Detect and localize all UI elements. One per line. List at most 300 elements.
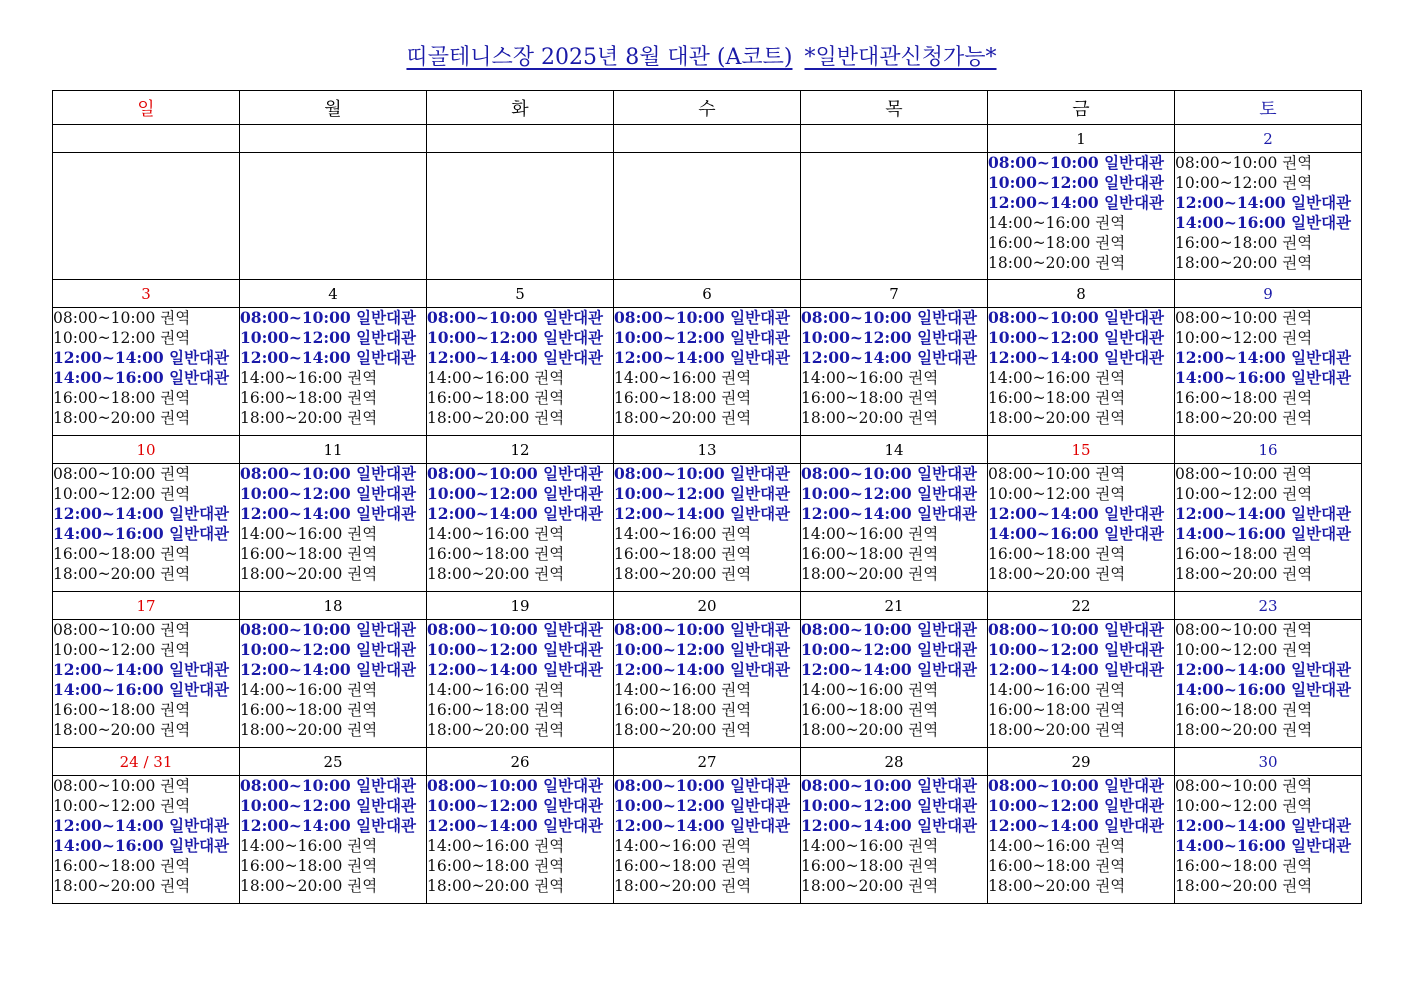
slot-time: 08:00~10:00 bbox=[614, 776, 725, 795]
priority-slot bbox=[240, 388, 426, 408]
slot-time: 16:00~18:00 bbox=[1175, 857, 1278, 875]
day-schedule-cell bbox=[988, 776, 1175, 904]
priority-slot bbox=[427, 368, 613, 388]
general-booking-slot bbox=[240, 484, 426, 504]
slot-label: 일반대관 bbox=[1104, 524, 1165, 543]
slot-time: 16:00~18:00 bbox=[614, 701, 717, 719]
slot-time: 10:00~12:00 bbox=[988, 173, 1099, 192]
date-number: 30 bbox=[1175, 748, 1362, 776]
slot-label: 권역 bbox=[160, 621, 191, 639]
slot-time: 08:00~10:00 bbox=[988, 153, 1099, 172]
slot-label: 일반대관 bbox=[1104, 504, 1165, 523]
slot-label: 일반대관 bbox=[543, 660, 604, 679]
slot-time: 18:00~20:00 bbox=[801, 721, 904, 739]
slot-time: 16:00~18:00 bbox=[801, 701, 904, 719]
slot-time: 12:00~14:00 bbox=[988, 660, 1099, 679]
weekday-wednesday: 수 bbox=[614, 91, 801, 125]
slot-time: 14:00~16:00 bbox=[240, 369, 343, 387]
slot-time: 16:00~18:00 bbox=[427, 389, 530, 407]
slot-label: 일반대관 bbox=[543, 308, 604, 327]
priority-slot bbox=[53, 700, 239, 720]
priority-slot bbox=[801, 388, 987, 408]
slot-time: 18:00~20:00 bbox=[1175, 721, 1278, 739]
slot-time: 10:00~12:00 bbox=[988, 328, 1099, 347]
general-booking-slot bbox=[988, 816, 1174, 836]
date-number bbox=[614, 125, 801, 153]
slot-label: 권역 bbox=[1095, 409, 1126, 427]
slot-time: 16:00~18:00 bbox=[1175, 701, 1278, 719]
slot-label: 권역 bbox=[534, 389, 565, 407]
general-booking-slot bbox=[988, 308, 1174, 328]
priority-slot bbox=[53, 620, 239, 640]
slot-label: 권역 bbox=[160, 565, 191, 583]
slot-time: 10:00~12:00 bbox=[1175, 174, 1278, 192]
slot-time: 14:00~16:00 bbox=[988, 214, 1091, 232]
priority-slot bbox=[1175, 484, 1361, 504]
slot-time: 16:00~18:00 bbox=[53, 545, 156, 563]
general-booking-slot bbox=[240, 640, 426, 660]
slot-label: 권역 bbox=[534, 857, 565, 875]
priority-slot bbox=[988, 700, 1174, 720]
slot-time: 18:00~20:00 bbox=[801, 877, 904, 895]
slot-time: 12:00~14:00 bbox=[240, 660, 351, 679]
priority-slot bbox=[240, 680, 426, 700]
slot-time: 16:00~18:00 bbox=[427, 545, 530, 563]
slot-label: 권역 bbox=[1282, 777, 1313, 795]
slot-label: 일반대관 bbox=[543, 776, 604, 795]
slot-label: 일반대관 bbox=[169, 660, 230, 679]
slot-label: 일반대관 bbox=[1104, 640, 1165, 659]
date-number: 6 bbox=[614, 280, 801, 308]
priority-slot bbox=[988, 233, 1174, 253]
slot-time: 08:00~10:00 bbox=[1175, 154, 1278, 172]
general-booking-note: *일반대관신청가능* bbox=[804, 45, 997, 70]
general-booking-slot bbox=[53, 524, 239, 544]
slot-label: 일반대관 bbox=[169, 504, 230, 523]
day-schedule-cell bbox=[1175, 620, 1362, 748]
slot-label: 일반대관 bbox=[543, 464, 604, 483]
priority-slot bbox=[614, 544, 800, 564]
slot-label: 일반대관 bbox=[169, 348, 230, 367]
slot-label: 일반대관 bbox=[917, 796, 978, 815]
slot-time: 16:00~18:00 bbox=[614, 389, 717, 407]
general-booking-slot bbox=[53, 368, 239, 388]
slot-time: 08:00~10:00 bbox=[1175, 777, 1278, 795]
slot-time: 10:00~12:00 bbox=[1175, 641, 1278, 659]
day-schedule-cell bbox=[988, 153, 1175, 280]
slot-label: 권역 bbox=[1282, 154, 1313, 172]
slot-time: 18:00~20:00 bbox=[614, 721, 717, 739]
slot-time: 18:00~20:00 bbox=[1175, 254, 1278, 272]
slot-time: 08:00~10:00 bbox=[988, 620, 1099, 639]
slot-label: 권역 bbox=[534, 877, 565, 895]
day-schedule-cell bbox=[427, 308, 614, 436]
general-booking-slot bbox=[614, 640, 800, 660]
slot-time: 14:00~16:00 bbox=[988, 837, 1091, 855]
slot-time: 08:00~10:00 bbox=[240, 464, 351, 483]
slot-time: 18:00~20:00 bbox=[427, 565, 530, 583]
priority-slot bbox=[1175, 233, 1361, 253]
slot-label: 일반대관 bbox=[1291, 660, 1352, 679]
slot-label: 권역 bbox=[534, 701, 565, 719]
slot-time: 12:00~14:00 bbox=[427, 348, 538, 367]
slot-label: 일반대관 bbox=[1104, 620, 1165, 639]
general-booking-slot bbox=[240, 328, 426, 348]
slot-label: 일반대관 bbox=[356, 816, 417, 835]
slot-time: 12:00~14:00 bbox=[53, 816, 164, 835]
priority-slot bbox=[427, 544, 613, 564]
priority-slot bbox=[988, 564, 1174, 584]
general-booking-slot bbox=[614, 620, 800, 640]
slot-label: 권역 bbox=[160, 857, 191, 875]
date-row bbox=[53, 436, 1362, 464]
slot-time: 14:00~16:00 bbox=[614, 525, 717, 543]
priority-slot bbox=[240, 876, 426, 896]
slot-label: 일반대관 bbox=[356, 640, 417, 659]
date-number: 18 bbox=[240, 592, 427, 620]
date-number: 24 / 31 bbox=[53, 748, 240, 776]
slot-label: 일반대관 bbox=[356, 660, 417, 679]
slot-time: 12:00~14:00 bbox=[988, 193, 1099, 212]
slot-label: 권역 bbox=[721, 525, 752, 543]
slot-label: 권역 bbox=[160, 389, 191, 407]
general-booking-slot bbox=[1175, 680, 1361, 700]
priority-slot bbox=[1175, 408, 1361, 428]
slot-time: 08:00~10:00 bbox=[988, 308, 1099, 327]
priority-slot bbox=[427, 564, 613, 584]
slot-time: 10:00~12:00 bbox=[240, 484, 351, 503]
slot-label: 일반대관 bbox=[1104, 173, 1165, 192]
slot-label: 권역 bbox=[1095, 545, 1126, 563]
day-schedule-cell bbox=[801, 308, 988, 436]
slot-label: 일반대관 bbox=[917, 660, 978, 679]
general-booking-slot bbox=[427, 464, 613, 484]
priority-slot bbox=[1175, 796, 1361, 816]
priority-slot bbox=[614, 524, 800, 544]
slot-label: 권역 bbox=[1095, 837, 1126, 855]
slot-time: 08:00~10:00 bbox=[427, 620, 538, 639]
slot-time: 14:00~16:00 bbox=[801, 525, 904, 543]
slot-label: 일반대관 bbox=[356, 620, 417, 639]
slot-label: 권역 bbox=[1095, 254, 1126, 272]
date-number: 9 bbox=[1175, 280, 1362, 308]
slot-time: 10:00~12:00 bbox=[1175, 485, 1278, 503]
slot-label: 권역 bbox=[721, 409, 752, 427]
slot-label: 권역 bbox=[160, 329, 191, 347]
priority-slot bbox=[427, 720, 613, 740]
general-booking-slot bbox=[801, 640, 987, 660]
priority-slot bbox=[53, 308, 239, 328]
date-number: 15 bbox=[988, 436, 1175, 464]
slot-time: 10:00~12:00 bbox=[53, 329, 156, 347]
priority-slot bbox=[1175, 876, 1361, 896]
slot-time: 18:00~20:00 bbox=[988, 877, 1091, 895]
slot-label: 일반대관 bbox=[543, 796, 604, 815]
slot-label: 권역 bbox=[534, 837, 565, 855]
slot-time: 10:00~12:00 bbox=[988, 796, 1099, 815]
slot-time: 14:00~16:00 bbox=[240, 837, 343, 855]
slot-time: 12:00~14:00 bbox=[427, 504, 538, 523]
day-schedule-cell bbox=[53, 620, 240, 748]
slot-label: 일반대관 bbox=[356, 776, 417, 795]
slot-time: 10:00~12:00 bbox=[427, 484, 538, 503]
slot-label: 권역 bbox=[1282, 877, 1313, 895]
slot-label: 권역 bbox=[1095, 721, 1126, 739]
slot-time: 10:00~12:00 bbox=[614, 796, 725, 815]
day-schedule-cell bbox=[1175, 153, 1362, 280]
slot-time: 12:00~14:00 bbox=[801, 816, 912, 835]
slot-label: 권역 bbox=[347, 721, 378, 739]
day-schedule-cell bbox=[801, 153, 988, 280]
slot-label: 권역 bbox=[534, 409, 565, 427]
day-schedule-cell bbox=[240, 153, 427, 280]
general-booking-slot bbox=[801, 776, 987, 796]
priority-slot bbox=[988, 213, 1174, 233]
date-number: 13 bbox=[614, 436, 801, 464]
slot-time: 16:00~18:00 bbox=[988, 545, 1091, 563]
slot-time: 08:00~10:00 bbox=[427, 776, 538, 795]
date-number: 26 bbox=[427, 748, 614, 776]
slot-label: 권역 bbox=[1095, 234, 1126, 252]
general-booking-slot bbox=[801, 308, 987, 328]
date-number: 17 bbox=[53, 592, 240, 620]
slot-time: 08:00~10:00 bbox=[53, 309, 156, 327]
general-booking-slot bbox=[801, 816, 987, 836]
slot-time: 14:00~16:00 bbox=[614, 681, 717, 699]
slot-label: 일반대관 bbox=[356, 348, 417, 367]
general-booking-slot bbox=[801, 484, 987, 504]
slot-time: 12:00~14:00 bbox=[614, 504, 725, 523]
slot-time: 08:00~10:00 bbox=[801, 464, 912, 483]
priority-slot bbox=[614, 836, 800, 856]
day-schedule-cell bbox=[614, 464, 801, 592]
general-booking-slot bbox=[988, 153, 1174, 173]
slot-time: 12:00~14:00 bbox=[988, 504, 1099, 523]
priority-slot bbox=[53, 796, 239, 816]
date-number bbox=[801, 125, 988, 153]
priority-slot bbox=[1175, 253, 1361, 273]
slot-time: 14:00~16:00 bbox=[1175, 836, 1286, 855]
day-schedule-cell bbox=[427, 153, 614, 280]
slot-label: 일반대관 bbox=[1291, 368, 1352, 387]
general-booking-slot bbox=[427, 484, 613, 504]
slot-label: 일반대관 bbox=[1291, 213, 1352, 232]
slot-time: 18:00~20:00 bbox=[53, 721, 156, 739]
weekday-header-row bbox=[53, 91, 1362, 125]
priority-slot bbox=[53, 856, 239, 876]
slot-label: 일반대관 bbox=[1104, 308, 1165, 327]
slot-time: 12:00~14:00 bbox=[988, 816, 1099, 835]
slot-label: 권역 bbox=[908, 837, 939, 855]
priority-slot bbox=[988, 464, 1174, 484]
slot-time: 14:00~16:00 bbox=[427, 525, 530, 543]
priority-slot bbox=[801, 544, 987, 564]
priority-slot bbox=[427, 388, 613, 408]
day-schedule-cell bbox=[614, 620, 801, 748]
slot-time: 18:00~20:00 bbox=[614, 409, 717, 427]
priority-slot bbox=[988, 680, 1174, 700]
priority-slot bbox=[801, 836, 987, 856]
slot-label: 권역 bbox=[908, 389, 939, 407]
slot-label: 일반대관 bbox=[356, 796, 417, 815]
general-booking-slot bbox=[240, 776, 426, 796]
slot-time: 10:00~12:00 bbox=[614, 640, 725, 659]
slot-time: 08:00~10:00 bbox=[988, 465, 1091, 483]
day-schedule-cell bbox=[801, 464, 988, 592]
priority-slot bbox=[614, 680, 800, 700]
slot-label: 권역 bbox=[347, 545, 378, 563]
slot-time: 16:00~18:00 bbox=[427, 857, 530, 875]
slot-label: 권역 bbox=[160, 777, 191, 795]
slot-time: 08:00~10:00 bbox=[801, 308, 912, 327]
slot-label: 일반대관 bbox=[1104, 796, 1165, 815]
slot-time: 12:00~14:00 bbox=[614, 660, 725, 679]
slot-label: 권역 bbox=[1095, 681, 1126, 699]
slot-label: 권역 bbox=[534, 721, 565, 739]
slot-time: 08:00~10:00 bbox=[53, 777, 156, 795]
day-schedule-cell bbox=[988, 308, 1175, 436]
slot-label: 일반대관 bbox=[356, 328, 417, 347]
priority-slot bbox=[1175, 776, 1361, 796]
slot-label: 권역 bbox=[347, 409, 378, 427]
calendar-table bbox=[52, 90, 1362, 904]
day-schedule-cell bbox=[240, 776, 427, 904]
slot-time: 18:00~20:00 bbox=[801, 565, 904, 583]
day-schedule-cell bbox=[53, 464, 240, 592]
date-number: 1 bbox=[988, 125, 1175, 153]
priority-slot bbox=[53, 484, 239, 504]
slot-time: 12:00~14:00 bbox=[53, 348, 164, 367]
slot-label: 일반대관 bbox=[1104, 660, 1165, 679]
slot-label: 권역 bbox=[908, 877, 939, 895]
slot-label: 일반대관 bbox=[917, 484, 978, 503]
date-number: 22 bbox=[988, 592, 1175, 620]
slot-label: 권역 bbox=[160, 797, 191, 815]
slot-label: 권역 bbox=[347, 837, 378, 855]
slot-label: 권역 bbox=[160, 309, 191, 327]
general-booking-slot bbox=[988, 193, 1174, 213]
date-row bbox=[53, 748, 1362, 776]
slot-time: 16:00~18:00 bbox=[1175, 234, 1278, 252]
slot-label: 일반대관 bbox=[169, 368, 230, 387]
slot-time: 08:00~10:00 bbox=[801, 776, 912, 795]
general-booking-slot bbox=[1175, 524, 1361, 544]
general-booking-slot bbox=[988, 348, 1174, 368]
slot-time: 08:00~10:00 bbox=[1175, 621, 1278, 639]
slot-time: 08:00~10:00 bbox=[427, 308, 538, 327]
slot-time: 16:00~18:00 bbox=[801, 545, 904, 563]
general-booking-slot bbox=[427, 796, 613, 816]
priority-slot bbox=[53, 640, 239, 660]
slot-time: 16:00~18:00 bbox=[801, 389, 904, 407]
general-booking-slot bbox=[240, 504, 426, 524]
slot-time: 14:00~16:00 bbox=[1175, 680, 1286, 699]
slot-time: 10:00~12:00 bbox=[1175, 329, 1278, 347]
priority-slot bbox=[614, 564, 800, 584]
slot-label: 일반대관 bbox=[1104, 193, 1165, 212]
general-booking-slot bbox=[240, 620, 426, 640]
slot-time: 12:00~14:00 bbox=[240, 816, 351, 835]
slot-label: 권역 bbox=[347, 369, 378, 387]
slot-label: 권역 bbox=[1282, 721, 1313, 739]
general-booking-slot bbox=[1175, 213, 1361, 233]
general-booking-slot bbox=[1175, 836, 1361, 856]
priority-slot bbox=[1175, 388, 1361, 408]
slot-time: 14:00~16:00 bbox=[614, 369, 717, 387]
slot-label: 권역 bbox=[347, 857, 378, 875]
page-title bbox=[0, 40, 1403, 71]
weekday-sunday: 일 bbox=[53, 91, 240, 125]
slot-time: 18:00~20:00 bbox=[1175, 877, 1278, 895]
slot-label: 일반대관 bbox=[730, 504, 791, 523]
priority-slot bbox=[988, 544, 1174, 564]
day-schedule-cell bbox=[427, 776, 614, 904]
date-number: 23 bbox=[1175, 592, 1362, 620]
slot-time: 12:00~14:00 bbox=[427, 816, 538, 835]
slot-label: 권역 bbox=[721, 837, 752, 855]
slot-time: 18:00~20:00 bbox=[1175, 565, 1278, 583]
slot-label: 일반대관 bbox=[1291, 524, 1352, 543]
general-booking-slot bbox=[53, 816, 239, 836]
priority-slot bbox=[801, 524, 987, 544]
slot-label: 권역 bbox=[721, 857, 752, 875]
priority-slot bbox=[53, 388, 239, 408]
slot-label: 일반대관 bbox=[730, 348, 791, 367]
slot-label: 권역 bbox=[160, 409, 191, 427]
slot-time: 08:00~10:00 bbox=[614, 308, 725, 327]
priority-slot bbox=[53, 544, 239, 564]
slot-time: 18:00~20:00 bbox=[988, 565, 1091, 583]
slot-label: 권역 bbox=[1095, 389, 1126, 407]
general-booking-slot bbox=[614, 464, 800, 484]
priority-slot bbox=[53, 328, 239, 348]
slot-time: 12:00~14:00 bbox=[614, 348, 725, 367]
priority-slot bbox=[988, 408, 1174, 428]
general-booking-slot bbox=[988, 620, 1174, 640]
slot-time: 10:00~12:00 bbox=[53, 797, 156, 815]
general-booking-slot bbox=[1175, 660, 1361, 680]
slot-label: 권역 bbox=[1282, 465, 1313, 483]
slot-time: 12:00~14:00 bbox=[801, 504, 912, 523]
priority-slot bbox=[614, 856, 800, 876]
slot-time: 12:00~14:00 bbox=[988, 348, 1099, 367]
priority-slot bbox=[53, 564, 239, 584]
schedule-row bbox=[53, 153, 1362, 280]
slot-label: 권역 bbox=[1282, 234, 1313, 252]
general-booking-slot bbox=[427, 816, 613, 836]
slot-time: 08:00~10:00 bbox=[53, 621, 156, 639]
slot-time: 18:00~20:00 bbox=[240, 409, 343, 427]
slot-label: 일반대관 bbox=[917, 348, 978, 367]
general-booking-slot bbox=[427, 504, 613, 524]
priority-slot bbox=[427, 836, 613, 856]
slot-time: 08:00~10:00 bbox=[53, 465, 156, 483]
slot-label: 일반대관 bbox=[169, 836, 230, 855]
slot-label: 일반대관 bbox=[730, 620, 791, 639]
slot-label: 권역 bbox=[1282, 565, 1313, 583]
slot-time: 10:00~12:00 bbox=[614, 328, 725, 347]
priority-slot bbox=[53, 408, 239, 428]
slot-label: 일반대관 bbox=[169, 680, 230, 699]
slot-time: 16:00~18:00 bbox=[240, 701, 343, 719]
general-booking-slot bbox=[53, 660, 239, 680]
slot-time: 14:00~16:00 bbox=[614, 837, 717, 855]
priority-slot bbox=[614, 700, 800, 720]
slot-time: 14:00~16:00 bbox=[240, 525, 343, 543]
slot-time: 08:00~10:00 bbox=[614, 620, 725, 639]
date-row bbox=[53, 280, 1362, 308]
priority-slot bbox=[240, 720, 426, 740]
